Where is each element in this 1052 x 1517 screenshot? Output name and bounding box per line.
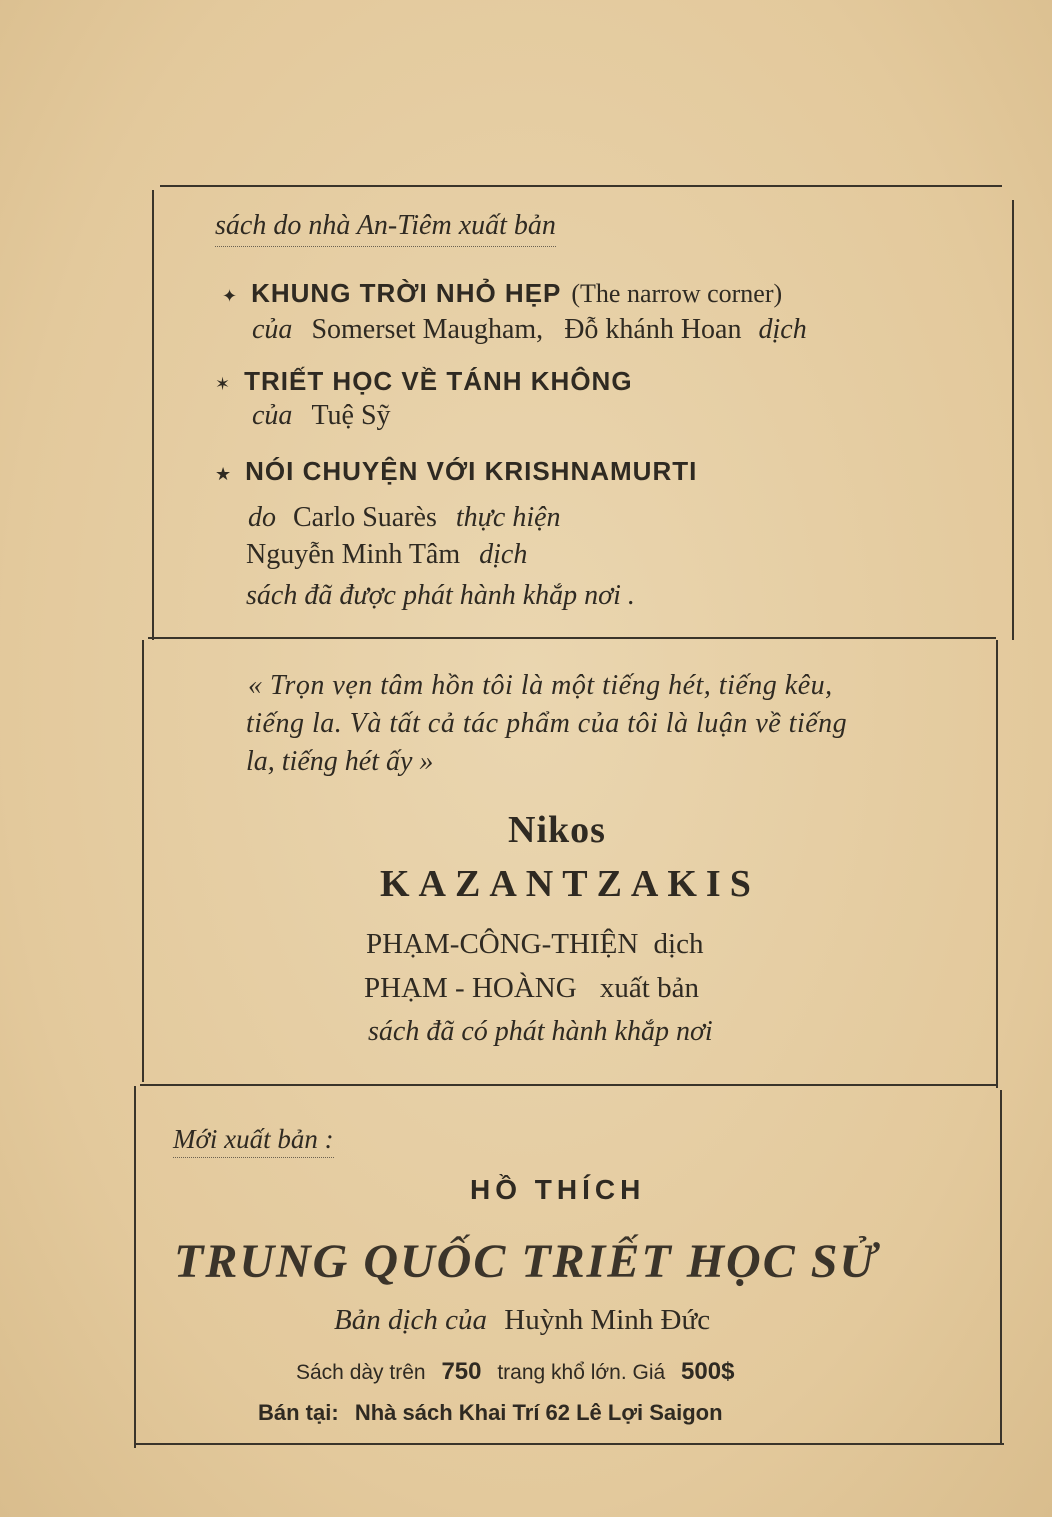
quote-line-2: tiếng la. Và tất cả tác phẩm của tôi là luận về tiếng — [246, 708, 848, 739]
author-last-name: KAZANTZAKIS — [380, 863, 760, 905]
star-icon: ✶ — [215, 374, 231, 394]
translator-line — [366, 928, 703, 961]
book-3-translator-line — [246, 539, 527, 571]
translator-name: PHẠM-CÔNG-THIỆN — [366, 928, 639, 960]
book-title: TRUNG QUỐC TRIẾT HỌC SỬ — [174, 1235, 879, 1288]
info-prefix: Sách dày trên — [296, 1361, 426, 1384]
divider-2 — [140, 1084, 996, 1086]
book-3-author-line — [248, 502, 561, 534]
right-rule-1 — [1012, 200, 1014, 640]
section2-footer: sách đã có phát hành khắp nơi — [368, 1016, 713, 1047]
info-middle: trang khổ lớn. Giá — [497, 1361, 666, 1384]
right-rule-3 — [1000, 1090, 1002, 1445]
page-count: 750 — [441, 1358, 482, 1385]
book-1-translator: Đỗ khánh Hoan — [564, 314, 742, 345]
book-2-title-line — [215, 366, 633, 397]
quote-line-1: « Trọn vẹn tâm hồn tôi là một tiếng hét, tiếng kêu, — [248, 670, 833, 701]
translator-credit — [334, 1304, 710, 1337]
section3-heading: Mới xuất bản : — [173, 1124, 334, 1158]
translator-prefix: Bản dịch của — [334, 1304, 488, 1336]
left-rule-2 — [142, 640, 144, 1082]
translator-suffix: dịch — [653, 928, 704, 960]
divider-1 — [148, 637, 996, 639]
book-3-translator-suffix: dịch — [479, 539, 528, 570]
section1-heading: sách do nhà An-Tiêm xuất bản — [215, 210, 556, 247]
sale-prefix: Bán tại: — [258, 1400, 339, 1425]
price: 500$ — [681, 1358, 735, 1385]
book-1-author: Somerset Maugham, — [311, 314, 544, 345]
sale-line — [258, 1400, 723, 1426]
translator-name: Huỳnh Minh Đức — [504, 1304, 711, 1336]
book-1-subtitle: (The narrow corner) — [571, 279, 783, 308]
publisher-name: PHẠM - HOÀNG — [364, 972, 577, 1004]
book-1-author-prefix: của — [252, 314, 293, 345]
book-info-line — [296, 1358, 734, 1386]
author-first-name: Nikos — [508, 809, 606, 851]
bottom-rule — [136, 1443, 1004, 1445]
book-2-title: TRIẾT HỌC VỀ TÁNH KHÔNG — [244, 366, 633, 396]
book-3-translator: Nguyễn Minh Tâm — [246, 539, 461, 570]
book-author: HỒ THÍCH — [470, 1174, 646, 1205]
left-rule-1 — [152, 190, 154, 640]
book-2-author-prefix: của — [252, 400, 293, 431]
section1-footer: sách đã được phát hành khắp nơi . — [246, 580, 635, 611]
quote-line-3: la, tiếng hét ấy » — [246, 746, 434, 777]
book-3-author: Carlo Suarès — [293, 502, 437, 533]
book-2-author: Tuệ Sỹ — [311, 400, 391, 431]
sale-location: Nhà sách Khai Trí 62 Lê Lợi Saigon — [354, 1400, 723, 1425]
book-3-title-line — [215, 456, 697, 487]
book-1-title-line — [222, 278, 782, 309]
star-icon: ✦ — [222, 286, 238, 306]
book-1-title: KHUNG TRỜI NHỎ HẸP — [251, 278, 562, 308]
book-1-translator-suffix: dịch — [758, 314, 807, 345]
left-rule-3 — [134, 1086, 136, 1448]
book-3-author-prefix: do — [248, 502, 276, 533]
publisher-suffix: xuất bản — [599, 972, 699, 1004]
book-3-author-suffix: thực hiện — [455, 502, 561, 533]
right-rule-2 — [996, 640, 998, 1088]
star-icon: ★ — [215, 464, 232, 484]
top-rule — [160, 185, 1002, 187]
publisher-line — [364, 972, 699, 1005]
book-3-title: NÓI CHUYỆN VỚI KRISHNAMURTI — [245, 456, 698, 486]
book-1-author-line — [252, 314, 807, 346]
book-2-author-line — [252, 400, 391, 432]
